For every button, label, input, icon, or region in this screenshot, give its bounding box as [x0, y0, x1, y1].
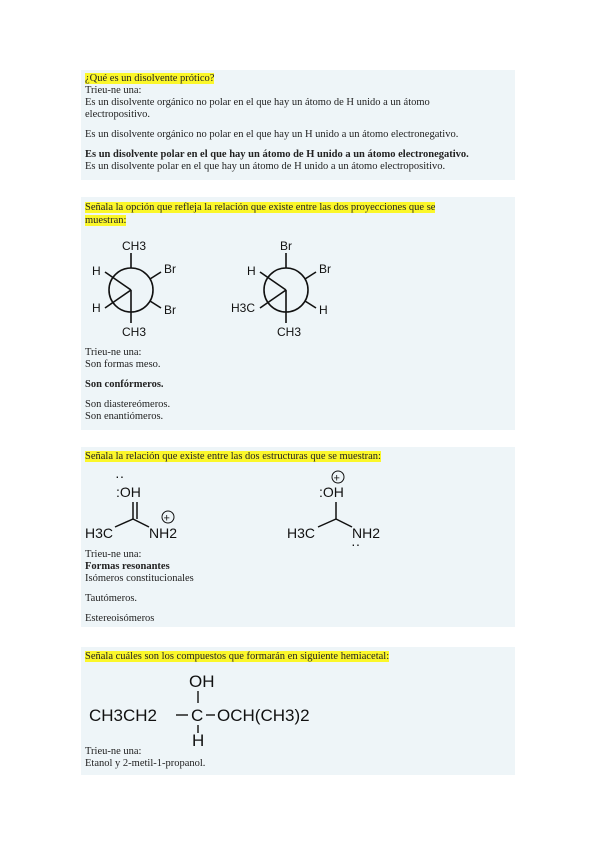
svg-text:+: +: [163, 512, 170, 525]
newman-projection-2: [231, 239, 331, 339]
answer-prompt: Trieu-ne una:: [85, 347, 142, 358]
option-4[interactable]: Estereoisómeros: [85, 613, 155, 624]
question-text: ¿Qué es un disolvente prótico?: [85, 73, 215, 84]
svg-text:··: ··: [351, 536, 361, 550]
question-text: Señala la opción que refleja la relación que existe entre las dos proyecciones que se: [85, 202, 436, 213]
n1-back-top: CH3: [122, 239, 147, 253]
answer-prompt: Trieu-ne una:: [85, 746, 142, 757]
option-3[interactable]: Son diastereómeros.: [85, 399, 171, 410]
n2-front-bottom-left: H3C: [231, 301, 256, 315]
s2-nh2: NH2: [352, 525, 381, 541]
s1-h3c: H3C: [85, 525, 114, 541]
question-card-1: [81, 70, 515, 180]
formula-center: C: [191, 706, 204, 725]
newman-projections: [81, 235, 381, 350]
svg-text:··: ··: [115, 470, 125, 484]
s1-nh2: NH2: [149, 525, 178, 541]
resonance-structures: [81, 470, 401, 550]
n1-front-bottom-left: H: [92, 301, 101, 315]
n1-back-right-bottom: Br: [164, 303, 176, 317]
n2-front-top-left: H: [247, 264, 256, 278]
formula-oh: OH: [189, 672, 215, 691]
option-1[interactable]: Formas resonantes: [85, 561, 170, 572]
option-4[interactable]: Son enantiómeros.: [85, 411, 164, 422]
structure-1: [85, 470, 177, 541]
answer-prompt: Trieu-ne una:: [85, 85, 142, 96]
option-2[interactable]: Isómeros constitucionales: [85, 573, 194, 584]
n2-back-right-bottom: H: [319, 303, 328, 317]
question-text: Señala la relación que existe entre las dos estructuras que se muestran:: [85, 451, 381, 462]
s1-oh: :OH: [116, 484, 141, 500]
hemiacetal-formula: [81, 667, 401, 747]
formula-left: CH3CH2: [89, 706, 158, 725]
option-1[interactable]: Es un disolvente orgánico no polar en el que hay un átomo de H unido a un átomo: [85, 97, 430, 108]
formula-h: H: [192, 731, 205, 747]
n2-back-right-top: Br: [319, 262, 331, 276]
question-text: Señala cuáles son los compuestos que formarán en siguiente hemiacetal:: [85, 651, 390, 662]
structure-2: [287, 471, 380, 550]
question-text-cont: muestran:: [85, 215, 127, 226]
question-card-3: [81, 447, 515, 627]
option-3[interactable]: Tautómeros.: [85, 593, 138, 604]
option-1[interactable]: Etanol y 2-metil-1-propanol.: [85, 758, 206, 769]
n2-back-top: Br: [280, 239, 292, 253]
svg-text:+: +: [333, 472, 340, 485]
n2-front-bottom: CH3: [277, 325, 302, 339]
option-1[interactable]: Son formas meso.: [85, 359, 161, 370]
question-card-2: [81, 197, 515, 430]
answer-prompt: Trieu-ne una:: [85, 549, 142, 560]
n1-front-top-left: H: [92, 264, 101, 278]
question-card-4: [81, 647, 515, 775]
formula-right: OCH(CH3)2: [217, 706, 310, 725]
option-1-cont[interactable]: electropositivo.: [85, 109, 151, 120]
option-4[interactable]: Es un disolvente polar en el que hay un átomo de H unido a un átomo electropositivo.: [85, 161, 446, 172]
s2-h3c: H3C: [287, 525, 316, 541]
n1-back-right-top: Br: [164, 262, 176, 276]
s2-oh: :OH: [319, 484, 344, 500]
newman-projection-1: [92, 239, 176, 339]
option-2[interactable]: Es un disolvente orgánico no polar en el que hay un H unido a un átomo electronegativo.: [85, 129, 459, 140]
option-3[interactable]: Es un disolvente polar en el que hay un átomo de H unido a un átomo electronegativo.: [85, 149, 469, 160]
option-2[interactable]: Son confórmeros.: [85, 379, 164, 390]
n1-front-bottom: CH3: [122, 325, 147, 339]
